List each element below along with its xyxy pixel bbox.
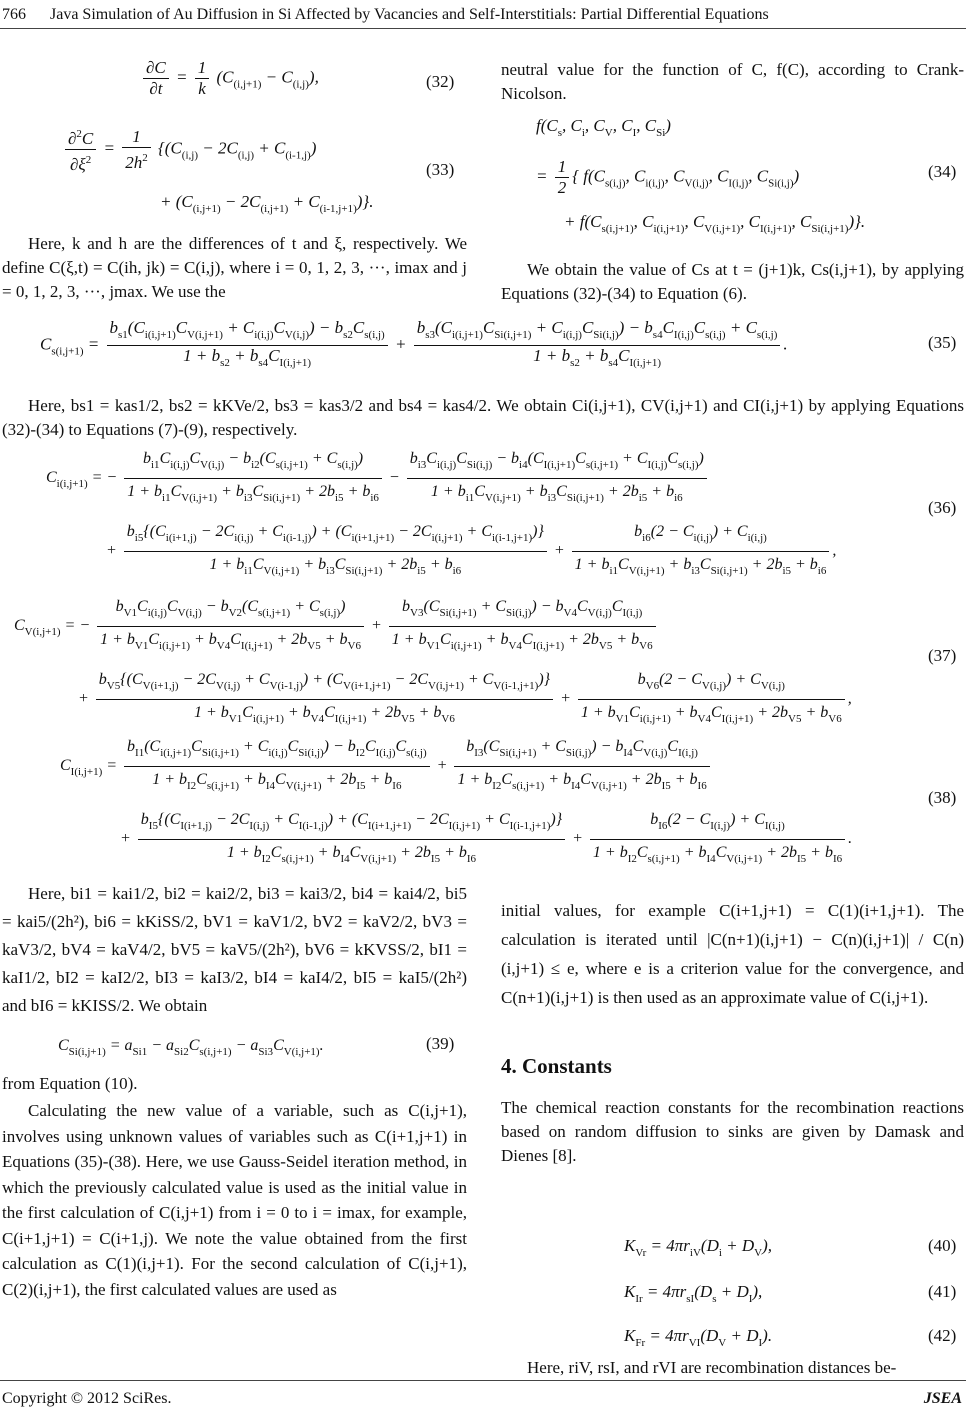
equation-number-35: (35): [928, 333, 957, 352]
equation-34: $f(C_s$, $C_i$, $C_V$, $C_I$, $C_{Si}$) = $\frac{1}{2}$ { $f(C_{s(i,j)}$, $C_{i(i,j)}$, $C_{V(i,j)}$, $C_{I(i,j)}$, $C_{Si(i,j)}$) + $f(C_{s(i,j+1)}$, $C_{i(i,j+1)}$, $C_{V(i,j+1)}$, $C_{I(i,j+1)}$, $C_{Si(i,j+1)}$)}.: [536, 116, 866, 235]
equation-number-38: (38): [928, 788, 957, 807]
left-paragraph-gauss-seidel: Calculating the new value of a variable, such as C(i,j+1), involves using unknown values of variables such as C(i+1,j+1) in Equations (35)-(38). Here, we use Gauss-Seidel iteration method, in which the previously calculated value is used as the initial value in the first calculation of C(i,j+1) from i = 0 to i = imax, for example, C(i+1,j+1) = C(i+1,j). We note the value obtained from the first calculation as C(1)(i,j+1). For the second calculation of C(i,j+1), C(2)(i,j+1), the first calculated values are used as: [2, 1101, 467, 1299]
equation-number-33: (33): [426, 160, 455, 179]
header-rule: [0, 28, 966, 29]
equation-number-40: (40): [928, 1236, 957, 1255]
equation-37: $C_{V(i,j+1)}$ = − $\frac{b_{V1}C_{i(i,j)}C_{V(i,j)} - b_{V2}(C_{s(i,j+1)} + C_{s(i,j)})}{1 + b_{V1}C_{i(i,j+1)} + b_{V4}C_{I(i,j+1)} + 2b_{V5} + b_{V6}}$ + $\frac{b_{V3}(C_{Si(i,j+1)} + C_{Si(i,j)}) - b_{V4}C_{V(i,j)}C_{I(i,j)}}{1 + b_{V1}C_{i(i,j+1)} + b_{V4}C_{I(i,j+1)} + 2b_{V5} + b_{V6}}$ + $b_{V5}\{(C_{V(i+1,j)} - 2C_{V(i,j)} + C_{V(i-1,j)}) + (C_{V(i+1,j+1)} - 2C_{V(i,j+1)} + C_{V(i-1,j+1)})\}$ $1 + b_{V1}C_{i(i,j+1)} + b_{V4}C_{I(i,j+1)} + 2b_{V5} + b_{V6}$ + $\frac{b_{V6}(2 - C_{V(i,j)}) + C_{V(i,j)}}{1 + b_{V1}C_{i(i,j+1)} + b_{V4}C_{I(i,j+1)} + 2b_{V5} + b_{V6}}$ ,: [14, 594, 852, 732]
section-heading-constants: 4. Constants: [501, 1054, 612, 1078]
equation-number-39: (39): [426, 1034, 455, 1053]
equation-number-32: (32): [426, 72, 455, 91]
equation-33-line2: + $(C_{(i,j+1)} - 2C_{(i,j+1)} + C_{(i-1,j+1)})$}.: [160, 192, 374, 215]
right-paragraph-recombination: Here, riV, rsI, and rVI are recombination distances be-: [527, 1358, 897, 1377]
equation-39: $C_{Si(i,j+1)} = a_{Si1} - a_{Si2}C_{s(i,j+1)} - a_{Si3}C_{V(i,j+1)}$.: [58, 1037, 324, 1058]
equation-number-34: (34): [928, 162, 957, 181]
equation-33: $\frac{\partial^2C}{\partial\xi^2}$ = $\frac{1}{2h^2}$ {$(C_{(i,j)} - 2C_{(i,j)} + C_{(i-1,j)})$: [62, 124, 316, 175]
equation-36: $C_{i(i,j+1)}$ = − $\frac{b_{i1}C_{i(i,j)}C_{V(i,j)} - b_{i2}(C_{s(i,j+1)} + C_{s(i,j)})}{1 + b_{i1}C_{V(i,j+1)} + b_{i3}C_{Si(i,j+1)} + 2b_{i5} + b_{i6}}$ − $b_{i3}C_{i(i,j)}C_{Si(i,j)} - b_{i4}(C_{I(i,j+1)}C_{s(i,j+1)} + C_{I(i,j)}C_{s(i,j)})$ $1 + b_{i1}C_{V(i,j+1)} + b_{i3}C_{Si(i,j+1)} + 2b_{i5} + b_{i6}$ + $b_{i5}\{(C_{i(i+1,j)} - 2C_{i(i,j)} + C_{i(i-1,j)}) + (C_{i(i+1,j+1)} - 2C_{i(i,j+1)} + C_{i(i-1,j+1)})\}$ $1 + b_{i1}C_{V(i,j+1)} + b_{i3}C_{Si(i,j+1)} + 2b_{i5} + b_{i6}$ + $\frac{b_{i6}(2 - C_{i(i,j)}) + C_{i(i,j)}}{1 + b_{i1}C_{V(i,j+1)} + b_{i3}C_{Si(i,j+1)} + 2b_{i5} + b_{i6}}$ ,: [46, 446, 836, 584]
right-paragraph-iteration: initial values, for example C(i+1,j+1) = C(1)(i+1,j+1). The calculation is iterated until |C(n+1)(i,j+1) − C(n)(i,j+1)| / C(n)(i,j+1) ≤ e, where e is a criterion value for the convergence, and C(n+1)(i,j+1) is then used as an approximate value of C(i,j+1).: [501, 901, 964, 1007]
footer-rule: [0, 1380, 966, 1381]
equation-number-36: (36): [928, 498, 957, 517]
right-paragraph-neutral: neutral value for the function of C, f(C), according to Crank-Nicolson.: [501, 60, 964, 103]
left-paragraph-from: from Equation (10).: [2, 1074, 138, 1093]
left-paragraph-definitions: Here, k and h are the differences of t and ξ, respectively. We define C(ξ,t) = C(ih, jk) = C(i,j), where i = 0, 1, 2, 3, ···, imax and j = 0, 1, 2, 3, ···, jmax. We use the: [2, 234, 467, 301]
fullwidth-paragraph-coefficients: Here, bs1 = kas1/2, bs2 = kKVe/2, bs3 = kas3/2 and bs4 = kas4/2. We obtain Ci(i,j+1), CV(i,j+1) and CI(i,j+1) by applying Equations (32)-(34) to Equations (7)-(9), respectively.: [2, 396, 964, 439]
right-paragraph-constants: The chemical reaction constants for the recombination reactions based on random diffusion to sinks are given by Damask and Dienes [8].: [501, 1098, 964, 1165]
equation-32: $\frac{\partial C}{\partial t}$ = $\frac{1}{k}$ $(C_{(i,j+1)} - C_{(i,j)})$,: [140, 58, 319, 99]
equation-40: $K_{Vr} = 4\pi r_{iV}(D_i + D_V)$,: [624, 1236, 773, 1259]
equation-42: $K_{Fr} = 4\pi r_{VI}(D_V + D_I)$.: [624, 1326, 773, 1349]
page-footer: [0, 1380, 966, 1414]
equation-38: $C_{I(i,j+1)}$ = $b_{I1}(C_{i(i,j+1)}C_{Si(i,j+1)} + C_{i(i,j)}C_{Si(i,j)}) - b_{I2}C_{I(i,j)}C_{s(i,j)}$ $1 + b_{I2}C_{s(i,j+1)} + b_{I4}C_{V(i,j+1)} + 2b_{I5} + b_{I6}$ + $\frac{b_{I3}(C_{Si(i,j+1)} + C_{Si(i,j)}) - b_{I4}C_{V(i,j)}C_{I(i,j)}}{1 + b_{I2}C_{s(i,j+1)} + b_{I4}C_{V(i,j+1)} + 2b_{I5} + b_{I6}}$ + $b_{I5}\{(C_{I(i+1,j)} - 2C_{I(i,j)} + C_{I(i-1,j)}) + (C_{I(i+1,j+1)} - 2C_{I(i,j+1)} + C_{I(i-1,j+1)})\}$ $1 + b_{I2}C_{s(i,j+1)} + b_{I4}C_{V(i,j+1)} + 2b_{I5} + b_{I6}$ + $\frac{b_{I6}(2 - C_{I(i,j)}) + C_{I(i,j)}}{1 + b_{I2}C_{s(i,j+1)} + b_{I4}C_{V(i,j+1)} + 2b_{I5} + b_{I6}}$ .: [60, 734, 852, 872]
running-title: Java Simulation of Au Diffusion in Si Affected by Vacancies and Self-Interstitials: Partial Differential Equations: [50, 6, 769, 23]
equation-35: $C_{s(i,j+1)}$ = $\frac{b_{s1}(C_{i(i,j+1)}C_{V(i,j+1)} + C_{i(i,j)}C_{V(i,j)}) - b_{s2}C_{s(i,j)}}{1 + b_{s2} + b_{s4}C_{I(i,j+1)}}$ + $b_{s3}(C_{i(i,j+1)}C_{Si(i,j+1)} + C_{i(i,j)}C_{Si(i,j)}) - b_{s4}C_{I(i,j)}C_{s(i,j)} + C_{s(i,j)}$ $1 + b_{s2} + b_{s4}C_{I(i,j+1)}$ .: [40, 318, 788, 369]
page-number: 766: [2, 6, 26, 23]
running-header: [0, 0, 966, 30]
journal-name: JSEA: [923, 1390, 962, 1407]
left-paragraph-coefficients: Here, bi1 = kai1/2, bi2 = kai2/2, bi3 = kai3/2, bi4 = kai4/2, bi5 = kai5/(2h²), bi6 = kKiSS/2, bV1 = kaV1/2, bV2 = kaV2/2, bV3 = kaV3/2, bV4 = kaV4/2, bV5 = kaV5/(2h²), bV6 = kKVSS/2, bI1 = kaI1/2, bI2 = kaI2/2, bI3 = kaI3/2, bI4 = kaI4/2, bI5 = kaI5/(2h²) and bI6 = kKISS/2. We obtain: [2, 884, 467, 1015]
equation-number-37: (37): [928, 646, 957, 665]
equation-number-41: (41): [928, 1282, 957, 1301]
equation-number-42: (42): [928, 1326, 957, 1345]
copyright: Copyright © 2012 SciRes.: [2, 1390, 172, 1407]
equation-41: $K_{Ir} = 4\pi r_{sI}(D_s + D_I)$,: [624, 1282, 763, 1305]
right-paragraph-obtain-cs: We obtain the value of Cs at t = (j+1)k, Cs(i,j+1), by applying Equations (32)-(34) to Equation (6).: [501, 260, 964, 303]
